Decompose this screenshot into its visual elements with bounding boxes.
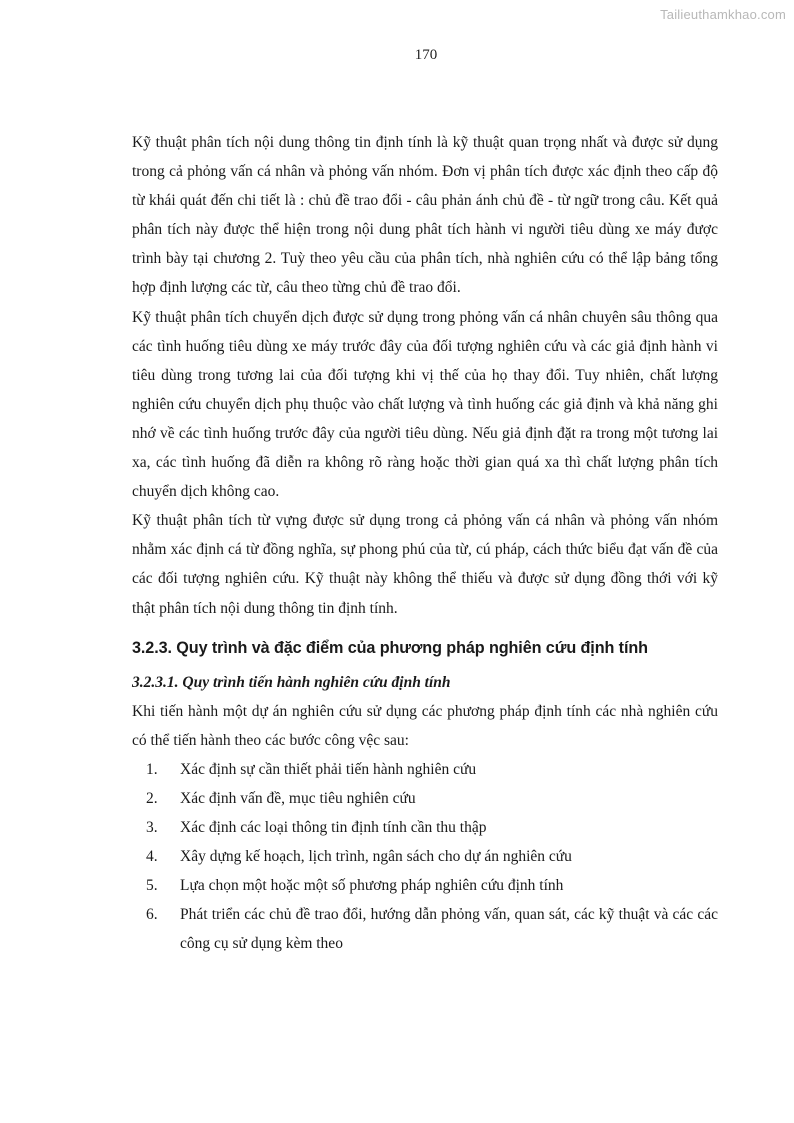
paragraph-shift-analysis: Kỹ thuật phân tích chuyển dịch được sử dụng trong phỏng vấn cá nhân chuyên sâu thông qua các tình huống tiêu dùng xe máy trước đây của đối tượng nghiên cứu và các giả định hành vi tiêu dùng trong tương lai của đối tượng khi vị thế của họ thay đổi. Tuy nhiên, chất lượng nghiên cứu chuyển dịch phụ thuộc vào chất lượng và tình huống các giả định và khả năng ghi nhớ về các tình huống trước đây của người tiêu dùng. Nếu giả định đặt ra trong một tương lai xa, các tình huống đã diễn ra không rõ ràng hoặc thời gian quá xa thì chất lượng phân tích chuyển dịch không cao. xyxy=(132,308,718,501)
steps-list xyxy=(132,755,718,959)
list-item xyxy=(132,784,718,813)
step-text: Xác định sự cần thiết phải tiến hành nghiên cứu xyxy=(180,760,477,778)
step-number: 1. xyxy=(146,760,158,778)
step-text: Xác định các loại thông tin định tính cần thu thập xyxy=(180,818,487,836)
step-number: 3. xyxy=(146,818,158,836)
list-item xyxy=(132,842,718,871)
list-item xyxy=(132,755,718,784)
list-item xyxy=(132,900,718,958)
paragraph-vocabulary-analysis: Kỹ thuật phân tích từ vựng được sử dụng trong cả phỏng vấn cá nhân và phỏng vấn nhóm nhằm xác định cá từ đồng nghĩa, sự phong phú của từ, cú pháp, cách thức biểu đạt vấn đề của các đối tượng nghiên cứu. Kỹ thuật này không thể thiếu và được sử dụng đồng thới với kỹ thật phân tích nội dung thông tin định tính. xyxy=(132,512,718,617)
subsection-heading: 3.2.3.1. Quy trình tiến hành nghiên cứu định tính xyxy=(132,673,451,691)
step-text: Lựa chọn một hoặc một số phương pháp nghiên cứu định tính xyxy=(180,877,564,895)
watermark-text: Tailieuthamkhao.com xyxy=(660,7,786,22)
step-text: Phát triển các chủ đề trao đổi, hướng dẫn phỏng vấn, quan sát, các kỹ thuật và các các công cụ sử dụng kèm theo xyxy=(180,906,718,953)
step-text: Xác định vấn đề, mục tiêu nghiên cứu xyxy=(180,789,416,807)
step-number: 4. xyxy=(146,848,158,866)
list-item xyxy=(132,871,718,900)
step-number: 6. xyxy=(146,906,158,924)
list-item xyxy=(132,813,718,842)
step-text: Xây dựng kế hoạch, lịch trình, ngân sách cho dự án nghiên cứu xyxy=(180,848,572,866)
paragraph-content-analysis: Kỹ thuật phân tích nội dung thông tin định tính là kỹ thuật quan trọng nhất và được sử dụng trong cả phỏng vấn cá nhân và phỏng vấn nhóm. Đơn vị phân tích được xác định theo cấp độ từ khái quát đến chi tiết là : chủ đề trao đổi - câu phản ánh chủ đề - từ ngữ trong câu. Kết quả phân tích này được thể hiện trong nội dung phât tích hành vi người tiêu dùng xe máy được trình bày tại chương 2. Tuỳ theo yêu cầu của phân tích, nhà nghiên cứu có thể lập bảng tổng hợp định lượng các từ, câu theo từng chủ đề trao đổi. xyxy=(132,134,718,297)
intro-paragraph: Khi tiến hành một dự án nghiên cứu sử dụng các phương pháp định tính các nhà nghiên cứu có thể tiến hành theo các bước công vệc sau: xyxy=(132,702,718,749)
page-number: 170 xyxy=(414,47,438,63)
step-number: 2. xyxy=(146,789,158,807)
document-body xyxy=(132,128,718,958)
step-number: 5. xyxy=(146,877,158,895)
section-heading: 3.2.3. Quy trình và đặc điểm của phương pháp nghiên cứu định tính xyxy=(132,638,648,657)
